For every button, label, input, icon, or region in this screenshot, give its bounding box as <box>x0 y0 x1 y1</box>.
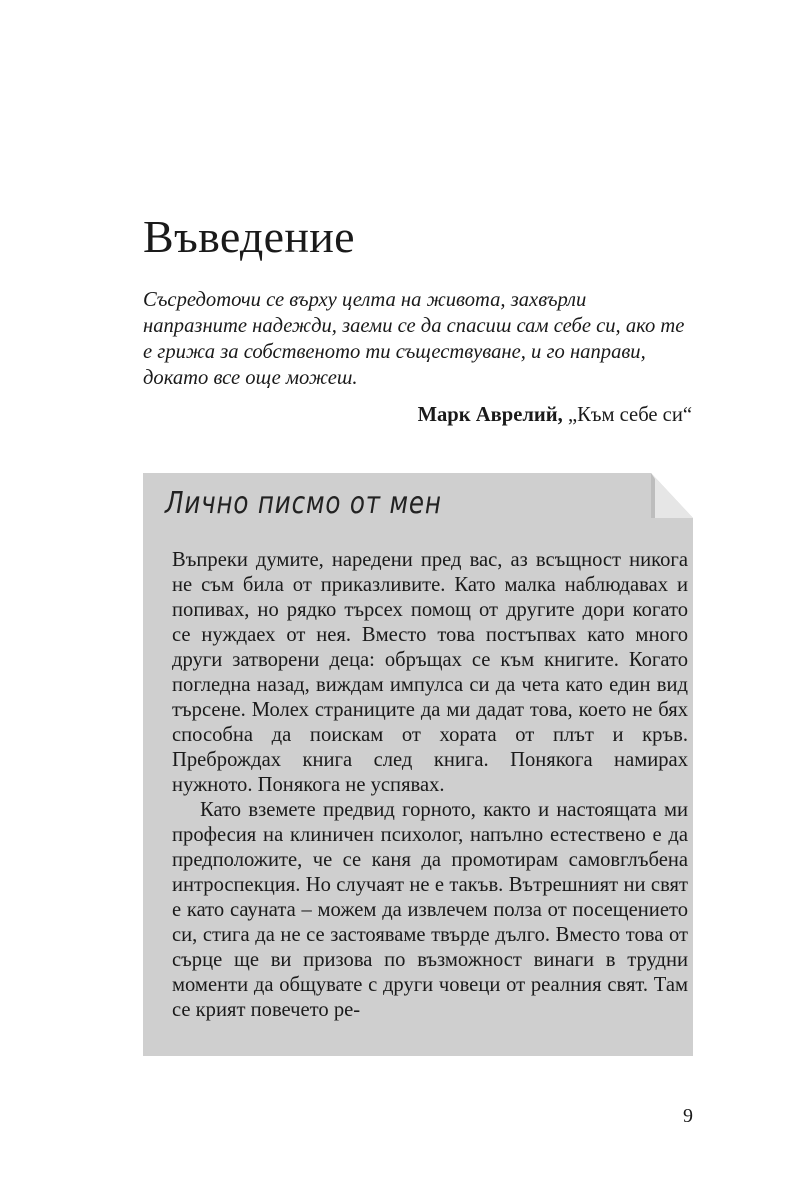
letter-paragraph-2: Като вземете предвид горното, както и настоящата ми професия на клиничен психолог, напълно естествено е да предположите, че се каня да промотирам самовглъбена интроспекция. Но случаят не е такъв. Вътрешният ни свят е като сауната – можем да извлечем полза от посещението си, стига да не се застояваме твърде дълго. Вместо това от сърце ще ви призова по възможност винаги в трудни моменти да общувате с други човеци от реалния свят. Там се крият повечето ре- <box>172 799 688 1021</box>
letter-paragraph-1: Въпреки думите, наредени пред вас, аз всъщност никога не съм била от приказливите. Като малка наблюдавах и попивах, но рядко търсех помощ от другите дори когато се нуждаех от нея. Вместо това постъпвах като много други затворени деца: обръщах се към книгите. Когато погледна назад, виждам импулса си да чета като един вид търсене. Молех страниците да ми дадат това, което не бях способна да поискам от хората от плът и кръв. Преброждах книга след книга. Понякога намирах нужното. Понякога не успявах. <box>172 549 688 796</box>
letter-heading: Лично писмо от мен <box>165 486 442 521</box>
page-number: 9 <box>683 1105 693 1127</box>
epigraph-attribution <box>418 402 692 428</box>
epigraph-quote: Съсредоточи се върху целта на живота, захвърли напразните надежди, заеми се да спасиш сам себе си, ако те е грижа за собственото ти съществуване, и го направи, докато все още можеш. <box>143 289 685 389</box>
epigraph-author: Марк Аврелий, <box>417 404 563 426</box>
folded-corner-icon <box>651 473 693 518</box>
letter-body <box>172 548 688 1023</box>
epigraph-source: „Към себе си“ <box>567 404 692 426</box>
chapter-title: Въведение <box>143 211 355 262</box>
